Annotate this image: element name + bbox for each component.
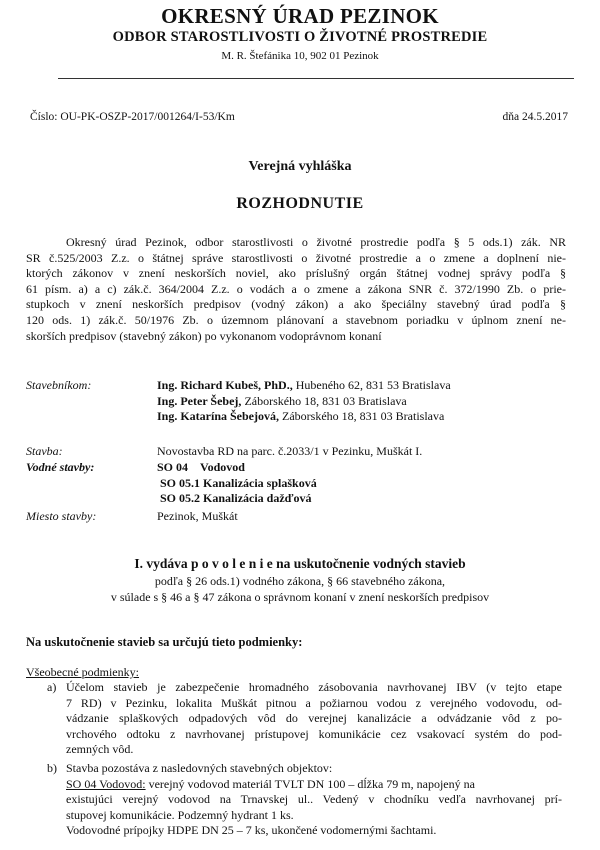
- intro-line: 61 písm. a) a c) zák.č. 364/2004 Z.z. o vodách a o zmene a zákona SNR č. 372/1990 Zb. o prie-: [26, 281, 566, 296]
- notice-title: Verejná vyhláška: [248, 159, 352, 174]
- item-a-label: a): [47, 680, 57, 694]
- department-title: ODBOR STAROSTLIVOSTI O ŽIVOTNÉ PROSTREDIE: [112, 29, 488, 45]
- item-b-line: existujúci verejný vodovod na Trnavskej ul.. Vedený v chodníku vedľa navrhovanej prí-: [66, 792, 562, 807]
- permit-heading: I. vydáva p o v o l e n i e na uskutočnenie vodných stavieb: [134, 556, 466, 571]
- intro-line: SR č.525/2003 Z.z. o štátnej správe starostlivosti o životné prostredie a o zmene a doplnení nie-: [26, 250, 566, 265]
- intro-line: ktorých zákonov v znení neskorších noviel, ako príslušný orgán štátnej vodnej správy podľa §: [26, 266, 566, 281]
- item-a-line: zemných vôd.: [66, 742, 134, 757]
- intro-paragraph: [26, 235, 566, 344]
- reference-number: Číslo: OU-PK-OSZP-2017/001264/I-53/Km: [30, 111, 235, 123]
- water-construction-item: SO 05.1 Kanalizácia splašková: [160, 475, 317, 490]
- item-a-line: 7 RD) v Pezinku, lokalita Muškát pitnou a požiarnou vodou z verejného vodovodu, od-: [66, 695, 562, 710]
- general-conditions-heading: Všeobecné podmienky:: [26, 665, 139, 679]
- item-a-line: Účelom stavieb je zabezpečenie hromadného zásobovania navrhovanej IBV (v tejto etape: [66, 680, 562, 694]
- intro-line: stupkoch v znení neskorších predpisov (vodný zákon) a ako špeciálny stavebný úrad podľa §: [26, 297, 566, 312]
- location-label: Miesto stavby:: [26, 509, 97, 523]
- construction-value: Novostavba RD na parc. č.2033/1 v Pezinku, Muškát I.: [157, 444, 423, 458]
- builders-list: [157, 378, 577, 425]
- item-a-line: vádzanie splaškových odpadových vôd do verejnej kanalizácie a odvádzanie vôd z po-: [66, 711, 562, 726]
- intro-line: Okresný úrad Pezinok, odbor starostlivosti o životné prostredie podľa § 5 ods.1) zák. NR: [66, 235, 566, 249]
- builder-entry: Ing. Peter Šebej, Záborského 18, 831 03 Bratislava: [157, 393, 407, 408]
- conditions-heading: Na uskutočnenie stavieb sa určujú tieto podmienky:: [26, 635, 303, 649]
- intro-line: 120 ods. 1) zák.č. 50/1976 Zb. o územnom plánovaní a stavebnom poriadku v úplnom znení ne-: [26, 312, 566, 327]
- item-b-text: [66, 761, 562, 839]
- item-a-text: [66, 680, 562, 758]
- permit-line-3: v súlade s § 46 a § 47 zákona o správnom konaní v znení neskorších predpisov: [110, 590, 490, 604]
- so04-label: SO 04 Vodovod:: [66, 776, 146, 791]
- item-b-label: b): [47, 761, 57, 775]
- decision-title: ROZHODNUTIE: [236, 195, 364, 212]
- header-divider: [58, 78, 574, 79]
- office-address: M. R. Štefánika 10, 902 01 Pezinok: [221, 50, 379, 62]
- permit-line-2: podľa § 26 ods.1) vodného zákona, § 66 stavebného zákona,: [154, 574, 446, 588]
- location-value: Pezinok, Muškát: [157, 509, 238, 523]
- office-title: OKRESNÝ ÚRAD PEZINOK: [161, 4, 439, 28]
- water-constructions-label: Vodné stavby:: [26, 460, 95, 474]
- item-a-line: vrchového odtoku z navrhovanej prístupovej komunikácie cez vsakovací systém do pod-: [66, 726, 562, 741]
- water-construction-item: SO 05.2 Kanalizácia dažďová: [160, 491, 312, 506]
- builder-entry: Ing. Richard Kubeš, PhD., Hubeného 62, 831 53 Bratislava: [157, 378, 451, 392]
- water-construction-item: SO 04 Vodovod: [157, 460, 245, 474]
- item-b-line: SO 04 Vodovod: verejný vodovod materiál TVLT DN 100 – dĺžka 79 m, napojený na: [66, 776, 475, 791]
- construction-label: Stavba:: [26, 444, 63, 458]
- reference-date: dňa 24.5.2017: [502, 111, 568, 123]
- intro-line: skorších predpisov (stavebný zákon) po vykonanom vodoprávnom konaní: [26, 328, 382, 343]
- builder-entry: Ing. Katarína Šebejová, Záborského 18, 831 03 Bratislava: [157, 409, 445, 424]
- item-b-line: Vodovodné prípojky HDPE DN 25 – 7 ks, ukončené vodomernými šachtami.: [66, 823, 437, 838]
- builders-label: Stavebníkom:: [26, 378, 92, 392]
- item-b-line: Stavba pozostáva z nasledovných stavebných objektov:: [66, 761, 333, 775]
- water-constructions-list: [157, 460, 317, 507]
- item-b-line: stupovej komunikácie. Podzemný hydrant 1 ks.: [66, 807, 294, 822]
